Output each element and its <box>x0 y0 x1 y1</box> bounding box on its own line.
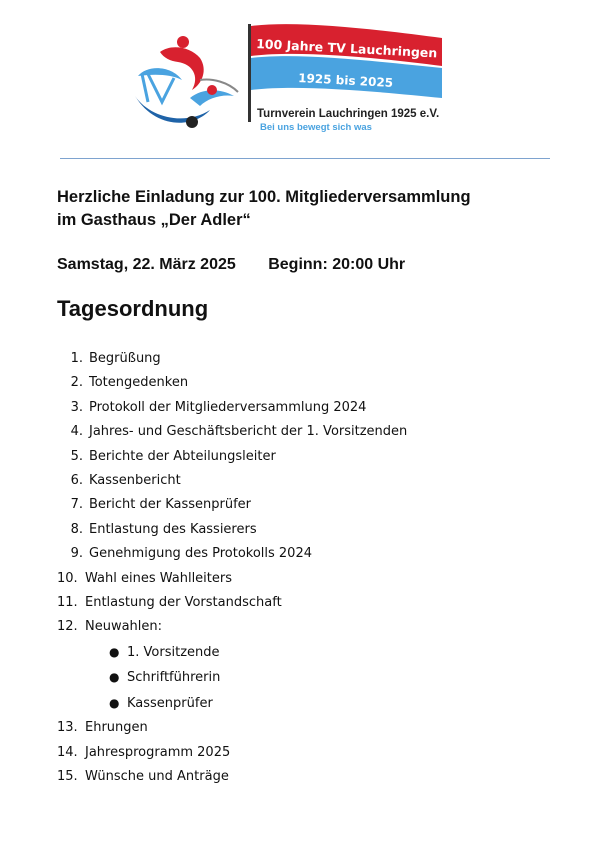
election-subitem <box>57 640 407 666</box>
bullet-icon: ● <box>109 644 120 659</box>
agenda-item-text: Entlastung der Vorstandschaft <box>85 594 282 610</box>
gymnast-emblem-icon <box>135 36 238 128</box>
agenda-item-text: Jahres- und Geschäftsbericht der 1. Vorsitzenden <box>89 424 408 440</box>
agenda-item-number: 13. <box>57 720 78 736</box>
agenda-item-text: Begrüßung <box>89 351 161 366</box>
agenda-item <box>57 542 407 566</box>
invitation-heading <box>57 186 577 232</box>
agenda-item-number: 5. <box>70 448 83 464</box>
agenda-item-number: 6. <box>70 472 83 488</box>
meeting-date-line <box>57 256 405 274</box>
agenda-item <box>57 396 407 420</box>
agenda-item-text: Ehrungen <box>85 720 148 736</box>
club-name: Turnverein Lauchringen 1925 e.V. <box>257 108 440 120</box>
invitation-line-2: im Gasthaus „Der Adler“ <box>57 211 251 229</box>
agenda-item <box>57 493 407 517</box>
election-subitem-text: Schriftführerin <box>127 670 221 686</box>
agenda-item-text: Genehmigung des Protokolls 2024 <box>89 546 312 562</box>
agenda-item <box>57 347 407 371</box>
header <box>0 0 595 160</box>
agenda-item-text: Kassenbericht <box>89 472 181 488</box>
agenda-item-number: 8. <box>70 521 83 537</box>
election-subitem-text: 1. Vorsitzende <box>127 644 220 660</box>
agenda-item-number: 10. <box>57 570 78 586</box>
agenda-item-text: Berichte der Abteilungsleiter <box>89 448 276 464</box>
agenda-item <box>57 741 407 765</box>
election-subitem-text: Kassenprüfer <box>127 695 213 711</box>
agenda-item-number: 14. <box>57 744 78 760</box>
election-subitem <box>57 691 407 717</box>
agenda-item-text: Bericht der Kassenprüfer <box>89 497 252 513</box>
club-logo <box>130 18 460 143</box>
agenda-item-text: Entlastung des Kassierers <box>89 521 257 537</box>
election-sublist <box>57 640 407 717</box>
election-subitem <box>57 665 407 691</box>
agenda-item <box>57 716 407 740</box>
agenda-item <box>57 445 407 469</box>
agenda-item-text: Totengedenken <box>89 375 189 391</box>
agenda-item-number: 9. <box>70 546 83 562</box>
agenda-item-text: Wünsche und Anträge <box>85 768 229 784</box>
agenda-title: Tagesordnung <box>57 296 209 321</box>
agenda-item <box>57 518 407 542</box>
agenda-item-number: 1. <box>70 351 83 366</box>
bullet-icon: ● <box>109 670 120 685</box>
agenda-item <box>57 615 407 639</box>
header-divider <box>60 158 550 159</box>
meeting-begin: Beginn: 20:00 Uhr <box>268 256 406 273</box>
agenda-item <box>57 567 407 591</box>
agenda-item-text: Neuwahlen: <box>85 619 163 635</box>
agenda-item <box>57 765 407 789</box>
agenda-item-text: Wahl eines Wahlleiters <box>85 570 232 586</box>
banner-red-text: 100 Jahre TV Lauchringen <box>255 36 438 61</box>
club-slogan: Bei uns bewegt sich was <box>260 122 372 133</box>
agenda-item-number: 4. <box>70 424 83 440</box>
agenda-item-number: 15. <box>57 768 78 784</box>
agenda-item <box>57 420 407 444</box>
meeting-date: Samstag, 22. März 2025 <box>57 256 236 273</box>
election-sublist-container <box>57 640 407 717</box>
agenda-item-text: Jahresprogramm 2025 <box>85 744 231 760</box>
agenda-item <box>57 371 407 395</box>
invitation-line-1: Herzliche Einladung zur 100. Mitgliederversammlung <box>57 188 471 206</box>
banner-blue-text: 1925 bis 2025 <box>297 71 394 90</box>
agenda-item-number: 7. <box>70 497 83 513</box>
agenda-item-number: 12. <box>57 619 78 635</box>
agenda-list <box>57 347 407 789</box>
agenda-item-number: 3. <box>70 399 83 415</box>
agenda-item-number: 2. <box>70 375 83 391</box>
bullet-icon: ● <box>109 695 120 710</box>
agenda-item <box>57 469 407 493</box>
agenda-item-number: 11. <box>57 594 78 610</box>
agenda-item-text: Protokoll der Mitgliederversammlung 2024 <box>89 399 367 415</box>
agenda-item <box>57 591 407 615</box>
